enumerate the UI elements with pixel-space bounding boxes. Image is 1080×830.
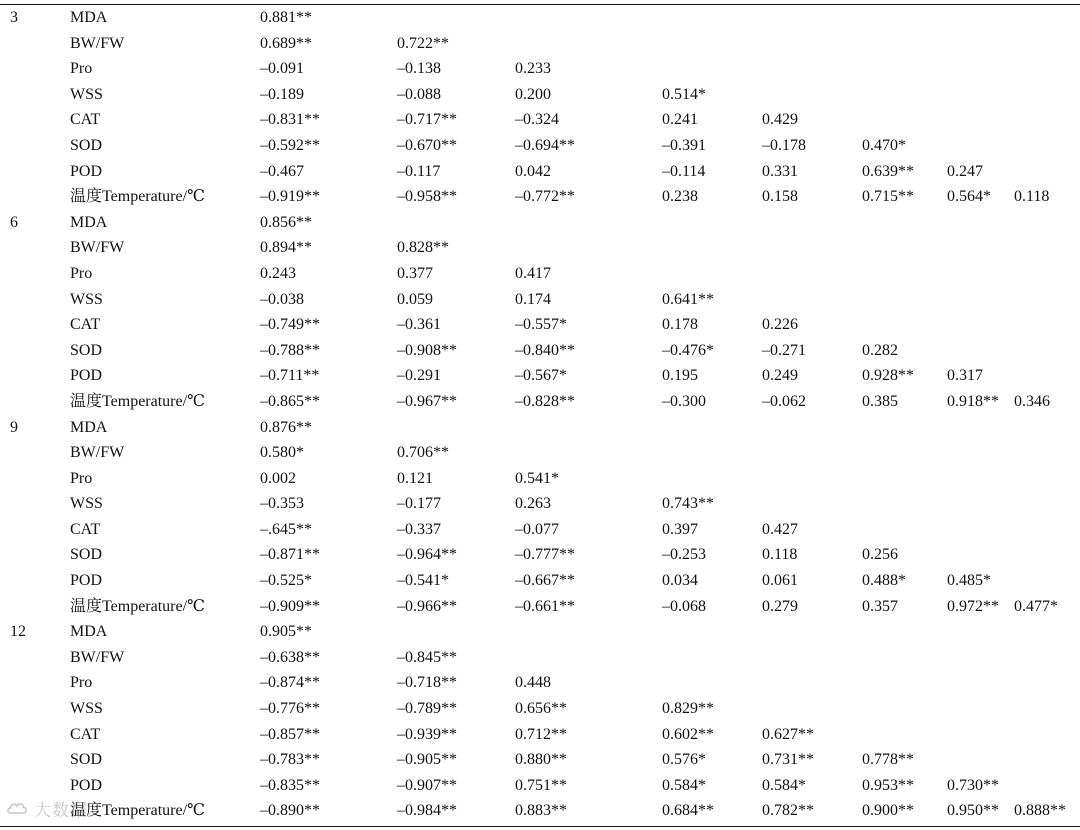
correlation-value: 0.263 <box>515 495 551 513</box>
correlation-value: –0.772** <box>515 188 575 206</box>
variable-label: WSS <box>70 495 103 513</box>
correlation-value: 0.712** <box>515 725 567 743</box>
table-row <box>0 696 1080 722</box>
correlation-value: –0.909** <box>260 597 320 615</box>
correlation-value: 0.602** <box>662 725 714 743</box>
correlation-value: 0.751** <box>515 776 567 794</box>
variable-label: Pro <box>70 264 93 282</box>
correlation-value: 0.282 <box>862 341 898 359</box>
correlation-value: –0.557* <box>515 316 567 334</box>
table-row <box>0 261 1080 287</box>
table-row <box>0 517 1080 543</box>
correlation-value: 0.247 <box>947 162 983 180</box>
table-row <box>0 466 1080 492</box>
group-label: 6 <box>10 213 18 231</box>
variable-label: CAT <box>70 111 101 129</box>
correlation-value: 0.731** <box>762 751 814 769</box>
correlation-value: –0.783** <box>260 751 320 769</box>
correlation-value: –0.749** <box>260 316 320 334</box>
table-row <box>0 133 1080 159</box>
correlation-value: 0.118 <box>762 546 798 564</box>
correlation-value: –0.788** <box>260 341 320 359</box>
variable-label: POD <box>70 572 103 590</box>
correlation-value: 0.241 <box>662 111 698 129</box>
correlation-value: 0.541* <box>515 469 559 487</box>
table-row <box>0 542 1080 568</box>
variable-label: 温度Temperature/℃ <box>70 188 205 206</box>
correlation-value: 0.715** <box>862 188 914 206</box>
table-row <box>0 312 1080 338</box>
variable-label: POD <box>70 162 103 180</box>
correlation-value: –0.300 <box>662 392 706 410</box>
correlation-value: 0.905** <box>260 623 312 641</box>
correlation-value: 0.002 <box>260 469 296 487</box>
variable-label: POD <box>70 776 103 794</box>
correlation-value: 0.778** <box>862 751 914 769</box>
correlation-value: –0.831** <box>260 111 320 129</box>
variable-label: Pro <box>70 60 93 78</box>
variable-label: MDA <box>70 623 108 641</box>
variable-label: POD <box>70 367 103 385</box>
table-row <box>0 5 1080 31</box>
variable-label: CAT <box>70 725 101 743</box>
correlation-value: 0.880** <box>515 751 567 769</box>
variable-label: WSS <box>70 85 103 103</box>
correlation-value: 0.514* <box>662 85 706 103</box>
correlation-value: 0.828** <box>397 239 449 257</box>
correlation-value: –0.908** <box>397 341 457 359</box>
table-row <box>0 389 1080 415</box>
variable-label: WSS <box>70 290 103 308</box>
correlation-value: 0.397 <box>662 520 698 538</box>
correlation-value: –.645** <box>260 520 312 538</box>
correlation-value: 0.195 <box>662 367 698 385</box>
correlation-value: 0.174 <box>515 290 551 308</box>
correlation-value: 0.346 <box>1014 392 1050 410</box>
correlation-value: –0.776** <box>260 700 320 718</box>
correlation-value: 0.158 <box>762 188 798 206</box>
correlation-value: 0.256 <box>862 546 898 564</box>
correlation-value: 0.238 <box>662 188 698 206</box>
correlation-value: –0.567* <box>515 367 567 385</box>
variable-label: SOD <box>70 136 103 154</box>
correlation-value: 0.883** <box>515 802 567 820</box>
group-label: 3 <box>10 9 18 26</box>
correlation-value: 0.580* <box>260 444 304 462</box>
table-row <box>0 747 1080 773</box>
correlation-value: –0.667** <box>515 572 575 590</box>
variable-label: CAT <box>70 520 101 538</box>
correlation-value: –0.178 <box>762 136 806 154</box>
correlation-value: –0.967** <box>397 392 457 410</box>
correlation-value: 0.881** <box>260 9 312 26</box>
correlation-value: 0.034 <box>662 572 698 590</box>
correlation-value: 0.121 <box>397 469 433 487</box>
table-row <box>0 338 1080 364</box>
correlation-value: –0.874** <box>260 674 320 692</box>
table-bottom-rule <box>0 826 1080 827</box>
table-row <box>0 287 1080 313</box>
correlation-table <box>0 5 1080 824</box>
correlation-value: 0.888** <box>1014 802 1066 820</box>
variable-label: SOD <box>70 546 103 564</box>
correlation-value: –0.670** <box>397 136 457 154</box>
correlation-value: 0.684** <box>662 802 714 820</box>
correlation-value: –0.091 <box>260 60 304 78</box>
correlation-value: –0.966** <box>397 597 457 615</box>
correlation-value: –0.638** <box>260 648 320 666</box>
variable-label: WSS <box>70 700 103 718</box>
correlation-value: –0.828** <box>515 392 575 410</box>
correlation-value: 0.584* <box>762 776 806 794</box>
correlation-value: 0.226 <box>762 316 798 334</box>
variable-label: BW/FW <box>70 239 125 257</box>
correlation-value: –0.337 <box>397 520 441 538</box>
correlation-value: –0.271 <box>762 341 806 359</box>
correlation-value: 0.042 <box>515 162 551 180</box>
correlation-value: –0.476* <box>662 341 714 359</box>
correlation-value: –0.919** <box>260 188 320 206</box>
correlation-value: –0.717** <box>397 111 457 129</box>
group-label: 9 <box>10 418 18 436</box>
correlation-value: 0.249 <box>762 367 798 385</box>
correlation-value: –0.845** <box>397 648 457 666</box>
correlation-value: –0.324 <box>515 111 559 129</box>
correlation-value: 0.928** <box>862 367 914 385</box>
table-row <box>0 491 1080 517</box>
correlation-value: 0.972** <box>947 597 999 615</box>
correlation-value: –0.088 <box>397 85 441 103</box>
variable-label: SOD <box>70 341 103 359</box>
correlation-value: –0.117 <box>397 162 441 180</box>
correlation-value: 0.918** <box>947 392 999 410</box>
correlation-value: –0.592** <box>260 136 320 154</box>
table-row <box>0 645 1080 671</box>
table-row <box>0 773 1080 799</box>
correlation-value: 0.950** <box>947 802 999 820</box>
correlation-value: –0.391 <box>662 136 706 154</box>
correlation-value: 0.641** <box>662 290 714 308</box>
correlation-value: –0.890** <box>260 802 320 820</box>
variable-label: Pro <box>70 469 93 487</box>
correlation-value: 0.730** <box>947 776 999 794</box>
correlation-value: –0.939** <box>397 725 457 743</box>
variable-label: BW/FW <box>70 648 125 666</box>
correlation-value: –0.138 <box>397 60 441 78</box>
table-row <box>0 568 1080 594</box>
correlation-value: 0.900** <box>862 802 914 820</box>
correlation-value: 0.427 <box>762 520 798 538</box>
correlation-value: 0.059 <box>397 290 433 308</box>
correlation-value: 0.953** <box>862 776 914 794</box>
variable-label: 温度Temperature/℃ <box>70 392 205 410</box>
table-row <box>0 415 1080 441</box>
table-row <box>0 670 1080 696</box>
variable-label: SOD <box>70 751 103 769</box>
variable-label: MDA <box>70 213 108 231</box>
correlation-value: 0.178 <box>662 316 698 334</box>
correlation-value: 0.706** <box>397 444 449 462</box>
table-row <box>0 184 1080 210</box>
variable-label: MDA <box>70 418 108 436</box>
correlation-value: –0.467 <box>260 162 304 180</box>
correlation-value: 0.576* <box>662 751 706 769</box>
variable-label: MDA <box>70 9 108 26</box>
correlation-value: 0.722** <box>397 34 449 52</box>
variable-label: 温度Temperature/℃ <box>70 597 205 615</box>
correlation-value: –0.253 <box>662 546 706 564</box>
correlation-value: –0.038 <box>260 290 304 308</box>
table-row <box>0 210 1080 236</box>
correlation-value: 0.243 <box>260 264 296 282</box>
table-row <box>0 159 1080 185</box>
correlation-value: –0.661** <box>515 597 575 615</box>
group-label: 12 <box>10 623 26 641</box>
correlation-value: 0.118 <box>1014 188 1050 206</box>
correlation-value: 0.279 <box>762 597 798 615</box>
table-row <box>0 31 1080 57</box>
correlation-value: –0.865** <box>260 392 320 410</box>
correlation-value: –0.789** <box>397 700 457 718</box>
correlation-value: 0.876** <box>260 418 312 436</box>
correlation-value: 0.689** <box>260 34 312 52</box>
correlation-value: –0.835** <box>260 776 320 794</box>
correlation-value: 0.317 <box>947 367 983 385</box>
correlation-value: –0.291 <box>397 367 441 385</box>
correlation-value: 0.233 <box>515 60 551 78</box>
correlation-value: –0.711** <box>260 367 320 385</box>
variable-label: Pro <box>70 674 93 692</box>
correlation-value: –0.777** <box>515 546 575 564</box>
correlation-value: –0.718** <box>397 674 457 692</box>
correlation-value: 0.584* <box>662 776 706 794</box>
correlation-value: 0.829** <box>662 700 714 718</box>
correlation-value: 0.417 <box>515 264 551 282</box>
correlation-value: –0.077 <box>515 520 559 538</box>
table-row <box>0 235 1080 261</box>
correlation-value: –0.694** <box>515 136 575 154</box>
correlation-value: 0.357 <box>862 597 898 615</box>
table-row <box>0 107 1080 133</box>
correlation-value: –0.964** <box>397 546 457 564</box>
correlation-value: –0.840** <box>515 341 575 359</box>
correlation-value: 0.331 <box>762 162 798 180</box>
correlation-value: 0.656** <box>515 700 567 718</box>
correlation-value: 0.429 <box>762 111 798 129</box>
table-row <box>0 594 1080 620</box>
correlation-value: –0.857** <box>260 725 320 743</box>
correlation-value: 0.782** <box>762 802 814 820</box>
correlation-value: –0.068 <box>662 597 706 615</box>
correlation-value: 0.385 <box>862 392 898 410</box>
correlation-value: 0.639** <box>862 162 914 180</box>
correlation-value: –0.114 <box>662 162 706 180</box>
correlation-value: 0.477* <box>1014 597 1058 615</box>
correlation-value: –0.907** <box>397 776 457 794</box>
table-row <box>0 56 1080 82</box>
variable-label: 温度Temperature/℃ <box>70 802 205 820</box>
correlation-value: 0.377 <box>397 264 433 282</box>
correlation-value: 0.485* <box>947 572 991 590</box>
correlation-value: –0.189 <box>260 85 304 103</box>
variable-label: BW/FW <box>70 34 125 52</box>
correlation-value: –0.361 <box>397 316 441 334</box>
correlation-value: 0.061 <box>762 572 798 590</box>
correlation-value: 0.488* <box>862 572 906 590</box>
table-row <box>0 619 1080 645</box>
table-row <box>0 363 1080 389</box>
correlation-value: –0.541* <box>397 572 449 590</box>
correlation-value: –0.871** <box>260 546 320 564</box>
table-row <box>0 440 1080 466</box>
table-row <box>0 722 1080 748</box>
variable-label: BW/FW <box>70 444 125 462</box>
correlation-value: 0.564* <box>947 188 991 206</box>
correlation-value: 0.448 <box>515 674 551 692</box>
correlation-value: –0.177 <box>397 495 441 513</box>
correlation-value: 0.200 <box>515 85 551 103</box>
correlation-value: –0.984** <box>397 802 457 820</box>
correlation-value: –0.905** <box>397 751 457 769</box>
variable-label: CAT <box>70 316 101 334</box>
correlation-value: 0.627** <box>762 725 814 743</box>
correlation-value: –0.062 <box>762 392 806 410</box>
correlation-value: 0.856** <box>260 213 312 231</box>
table-row <box>0 798 1080 824</box>
correlation-value: 0.743** <box>662 495 714 513</box>
correlation-value: 0.894** <box>260 239 312 257</box>
correlation-value: –0.525* <box>260 572 312 590</box>
watermark-text: 大数据 <box>34 800 88 821</box>
table-row <box>0 82 1080 108</box>
correlation-value: 0.470* <box>862 136 906 154</box>
correlation-value: –0.353 <box>260 495 304 513</box>
correlation-value: –0.958** <box>397 188 457 206</box>
